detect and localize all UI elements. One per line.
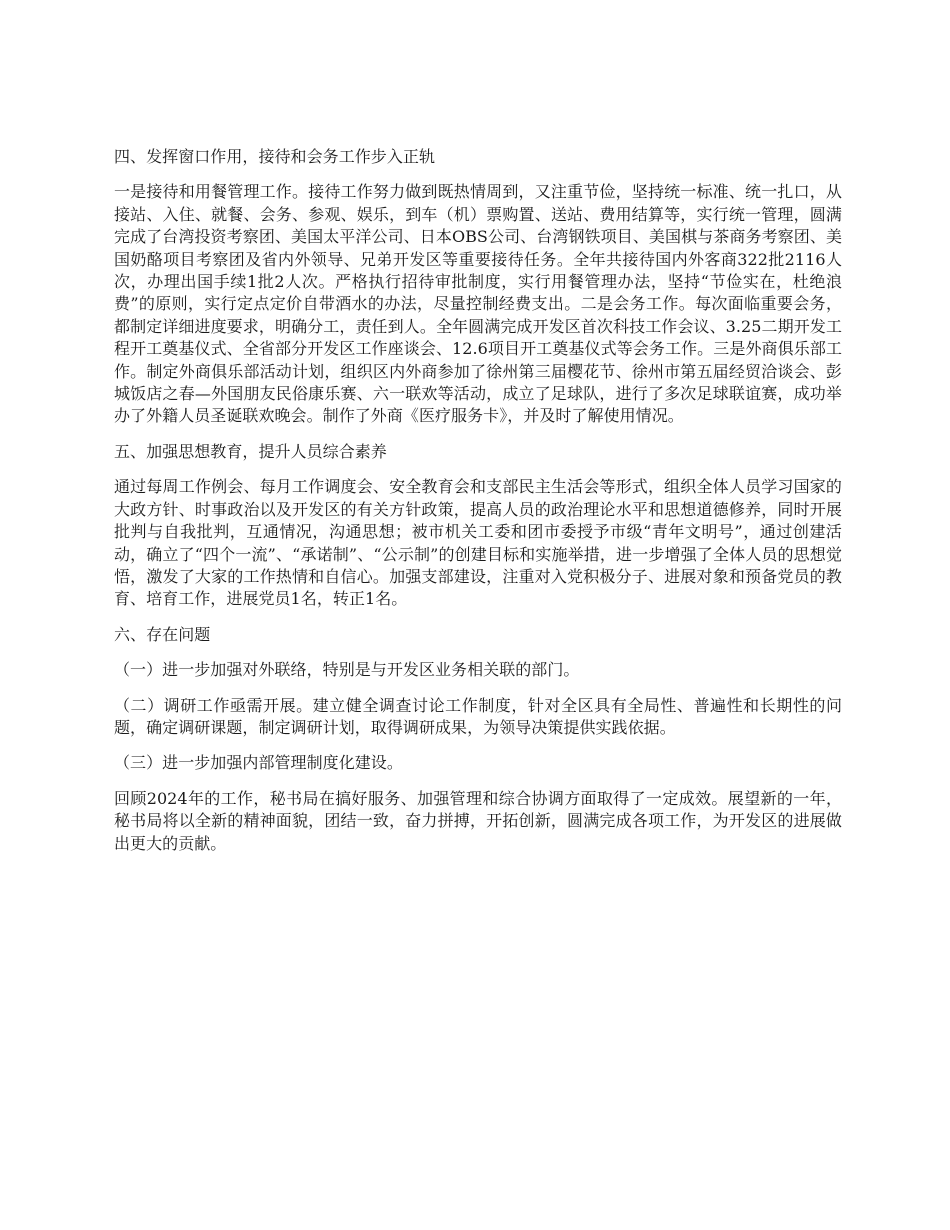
paragraph-education: 通过每周工作例会、每月工作调度会、安全教育会和支部民主生活会等形式，组织全体人员学习国家的大政方针、时事政治以及开发区的有关方针政策，提高人员的政治理论水平和思想道德修养，同时开展批判与自我批判，互通情况，沟通思想；被市机关工委和团市委授予市级“青年文明号”，通过创建活动，确立了“四个一流”、“承诺制”、“公示制”的创建目标和实施举措，进一步增强了全体人员的思想觉悟，激发了大家的工作热情和自信心。加强支部建设，注重对入党积极分子、进展对象和预备党员的教育、培育工作，进展党员1名，转正1名。: [114, 477, 842, 609]
section-heading-reception: 四、发挥窗口作用，接待和会务工作步入正轨: [114, 147, 436, 166]
paragraph-problem-2: （二）调研工作亟需开展。建立健全调查讨论工作制度，针对全区具有全局性、普遍性和长期性的问题，确定调研课题，制定调研计划，取得调研成果，为领导决策提供实践依据。: [114, 695, 842, 737]
section-heading-education: 五、加强思想教育，提升人员综合素养: [114, 441, 387, 461]
paragraph-problem-1: （一）进一步加强对外联络，特别是与开发区业务相关联的部门。: [114, 660, 580, 680]
paragraph-conclusion: 回顾2024年的工作，秘书局在搞好服务、加强管理和综合协调方面取得了一定成效。展望新的一年，秘书局将以全新的精神面貌，团结一致，奋力拼搏，开拓创新，圆满完成各项工作，为开发区的进展做出更大的贡献。: [114, 788, 842, 853]
paragraph-reception-work: 一是接待和用餐管理工作。接待工作努力做到既热情周到，又注重节俭，坚持统一标准、统一扎口，从接站、入住、就餐、会务、参观、娱乐，到车（机）票购置、送站、费用结算等，实行统一管理，圆满完成了台湾投资考察团、美国太平洋公司、日本OBS公司、台湾钢铁项目、美国棋与茶商务考察团、美国奶酪项目考察团及省内外领导、兄弟开发区等重要接待任务。全年共接待国内外客商322批2116人次，办理出国手续1批2人次。严格执行招待审批制度，实行用餐管理办法，坚持“节俭实在，杜绝浪费”的原则，实行定点定价自带酒水的办法，尽量控制经费支出。二是会务工作。每次面临重要会务，都制定详细进度要求，明确分工，责任到人。全年圆满完成开发区首次科技工作会议、3.25二期开发工程开工奠基仪式、全省部分开发区工作座谈会、12.6项目开工奠基仪式等会务工作。三是外商俱乐部工作。制定外商俱乐部活动计划，组织区内外商参加了徐州第三届樱花节、徐州市第五届经贸洽谈会、彭城饭店之春—外国朋友民俗康乐赛、六一联欢等活动，成立了足球队，进行了多次足球联谊赛，成功举办了外籍人员圣诞联欢晚会。制作了外商《医疗服务卡》，并及时了解使用情况。: [114, 182, 842, 426]
document-page: [114, 146, 842, 868]
paragraph-problem-3: （三）进一步加强内部管理制度化建设。: [114, 753, 403, 773]
section-heading-problems: 六、存在问题: [114, 624, 211, 644]
